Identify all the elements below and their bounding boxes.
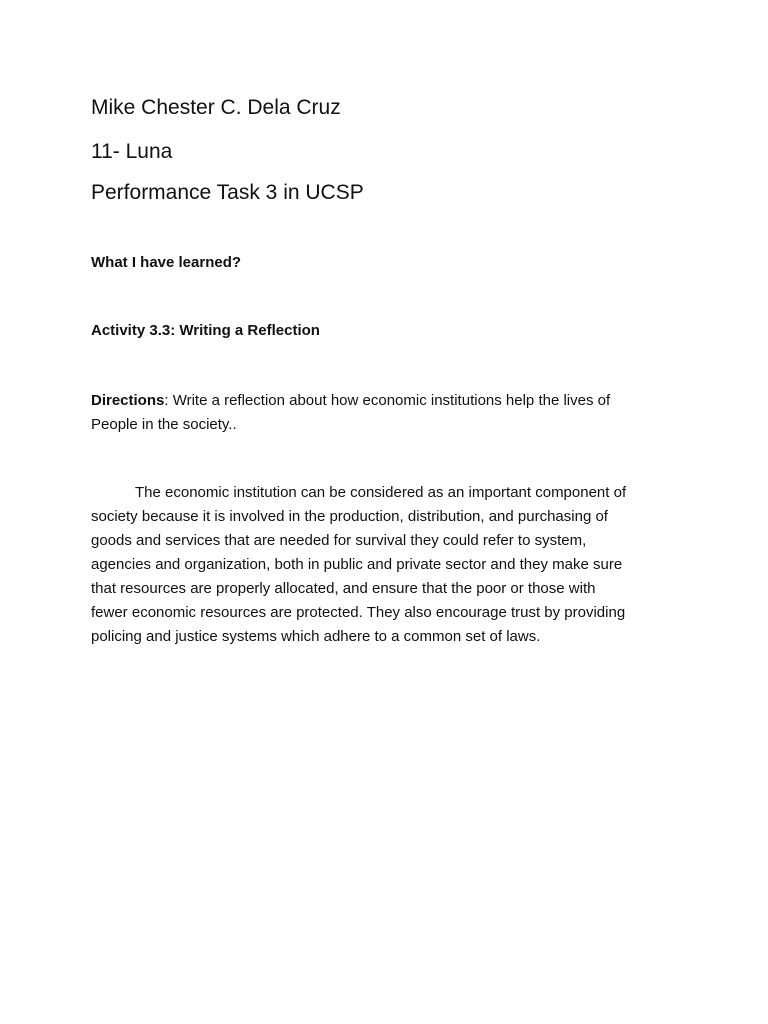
directions-paragraph: [91, 389, 691, 437]
directions-line-1: [91, 389, 691, 413]
reflection-line: policing and justice systems which adhere to a common set of laws.: [91, 628, 541, 645]
student-name: Mike Chester C. Dela Cruz: [91, 96, 341, 119]
reflection-line: fewer economic resources are protected. They also encourage trust by providing: [91, 604, 626, 621]
reflection-paragraph: [91, 481, 711, 649]
heading-activity: Activity 3.3: Writing a Reflection: [91, 322, 320, 339]
task-title: Performance Task 3 in UCSP: [91, 181, 364, 204]
student-section: 11- Luna: [91, 140, 173, 163]
reflection-line: society because it is involved in the production, distribution, and purchasing of: [91, 508, 608, 525]
directions-line-2: People in the society..: [91, 416, 237, 433]
directions-label: Directions: [91, 392, 165, 409]
heading-what-i-have-learned: What I have learned?: [91, 254, 242, 271]
reflection-line: goods and services that are needed for survival they could refer to system,: [91, 532, 587, 549]
reflection-line: agencies and organization, both in public and private sector and they make sure: [91, 556, 623, 573]
reflection-line: that resources are properly allocated, and ensure that the poor or those with: [91, 580, 596, 597]
directions-text-1: : Write a reflection about how economic institutions help the lives of: [164, 392, 611, 409]
reflection-line: The economic institution can be considered as an important component of: [135, 484, 627, 501]
